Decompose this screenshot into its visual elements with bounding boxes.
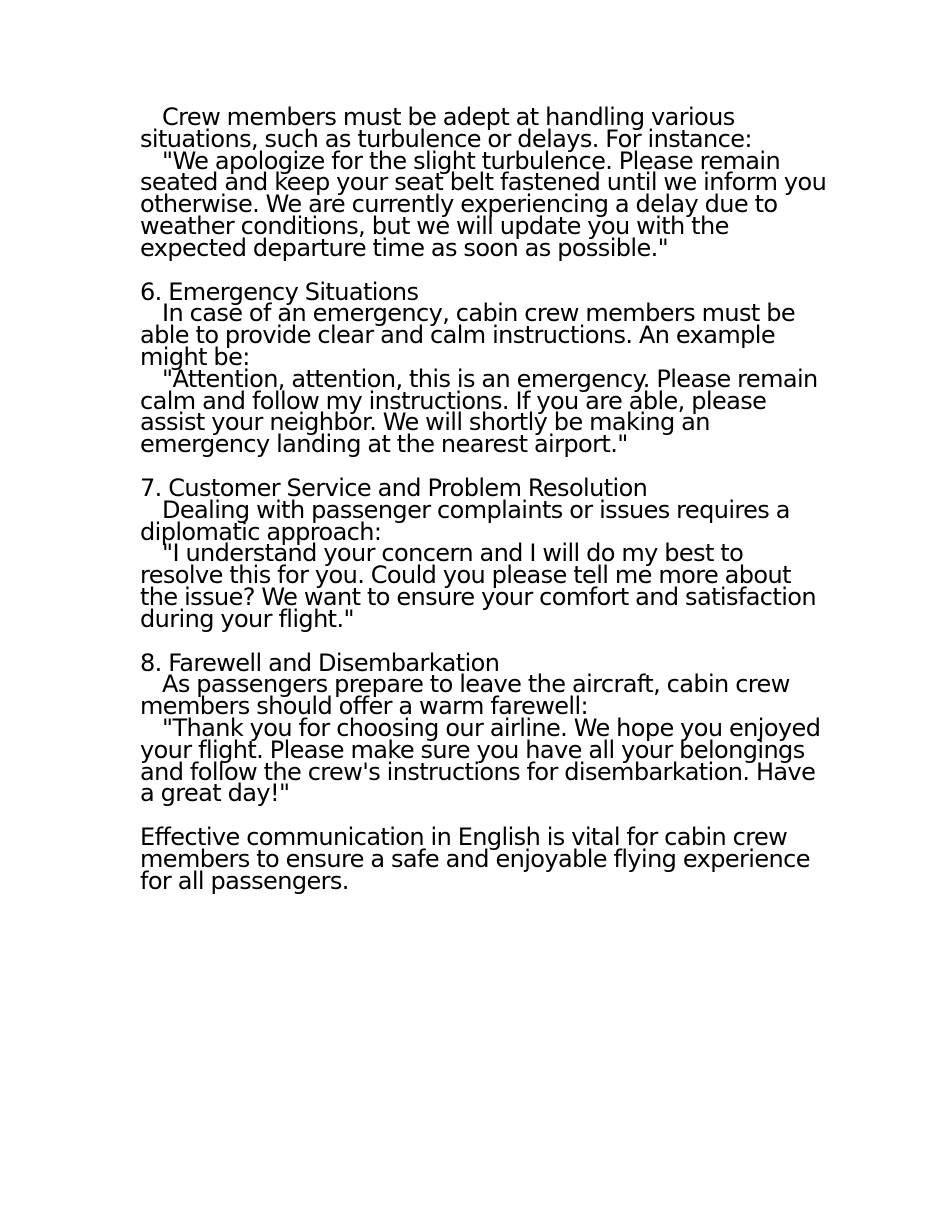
- paragraph-farewell-intro: As passengers prepare to leave the aircraft, cabin crew members should offer a warm farewell:: [140, 670, 797, 721]
- quote-farewell: "Thank you for choosing our airline. We hope you enjoyed your flight. Please make sure you have all your belongings and follow the crew's instructions for disembarkation. Have a great day!": [140, 713, 827, 808]
- heading-farewell: 8. Farewell and Disembarkation: [140, 648, 500, 677]
- paragraph-emergency-intro: In case of an emergency, cabin crew members must be able to provide clear and calm instructions. An example might be:: [140, 299, 802, 371]
- heading-emergency-situations: 6. Emergency Situations: [140, 277, 419, 306]
- heading-customer-service: 7. Customer Service and Problem Resolution: [140, 473, 648, 502]
- paragraph-turbulence-intro: Crew members must be adept at handling various situations, such as turbulence or delays. For instance:: [140, 103, 752, 153]
- quote-turbulence: "We apologize for the slight turbulence. Please remain seated and keep your seat belt fastened until we inform you otherwise. We are currently experiencing a delay due to weather conditions, but we will update you with the expected departure time as soon as possible.": [140, 146, 833, 262]
- paragraph-customer-service-intro: Dealing with passenger complaints or issues requires a diplomatic approach:: [140, 495, 797, 546]
- quote-emergency: "Attention, attention, this is an emergency. Please remain calm and follow my instructions. If you are able, please assist your neighbor. We will shortly be making an emergency landing at the nearest airport.": [140, 364, 825, 459]
- document-body: [140, 103, 833, 895]
- quote-customer-service: "I understand your concern and I will do my best to resolve this for you. Could you please tell me more about the issue? We want to ensure your comfort and satisfaction during your flight.": [140, 539, 823, 633]
- paragraph-conclusion: Effective communication in English is vital for cabin crew members to ensure a safe and enjoyable flying experience for all passengers.: [140, 823, 817, 895]
